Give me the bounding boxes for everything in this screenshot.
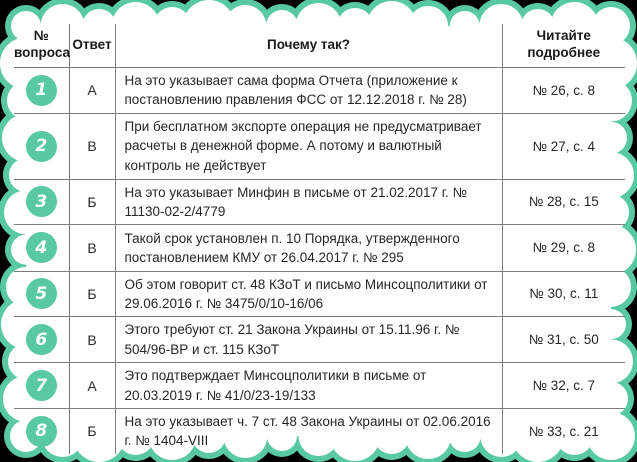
question-number-badge: 3 <box>26 186 57 217</box>
reason-cell: На это указывает Минфин в письме от 21.02.2017 г. № 11130-02-2/4779 <box>115 179 502 224</box>
question-number-cell <box>14 317 69 363</box>
reference-cell: № 28, с. 15 <box>502 179 625 224</box>
reason-cell: На это указывает ч. 7 ст. 48 Закона Украины от 02.06.2016 г. № 1404-VIII <box>115 409 502 454</box>
col-header-reason: Почему так? <box>115 24 502 67</box>
col-header-answer: Ответ <box>69 24 115 67</box>
question-number-cell <box>14 224 69 271</box>
question-number-cell <box>14 363 69 409</box>
answer-cell: А <box>69 67 115 113</box>
question-number-badge: 8 <box>26 416 57 447</box>
table-row <box>14 271 625 316</box>
question-number-cell <box>14 179 69 224</box>
answer-cell: Б <box>69 409 115 454</box>
table-header <box>14 24 625 67</box>
col-header-read-more: Читайте подробнее <box>502 24 625 67</box>
reason-cell: При бесплатном экспорте операция не предусматривает расчеты в денежной форме. А потому и валютный контроль не действует <box>115 113 502 179</box>
table-row <box>14 224 625 271</box>
reference-cell: № 27, с. 4 <box>502 113 625 179</box>
reference-cell: № 30, с. 11 <box>502 271 625 316</box>
col-header-question-number: № вопроса <box>14 24 69 67</box>
reference-cell: № 32, с. 7 <box>502 363 625 409</box>
question-number-cell <box>14 271 69 316</box>
reason-cell: Это подтверждает Минсоцполитики в письме от 20.03.2019 г. № 41/0/23-19/133 <box>115 363 502 409</box>
reference-cell: № 33, с. 21 <box>528 423 599 439</box>
answer-cell: В <box>69 113 115 179</box>
question-number-cell <box>14 113 69 179</box>
answer-cell: А <box>69 363 115 409</box>
reference-cell: № 26, с. 8 <box>502 67 625 113</box>
table-row <box>14 113 625 179</box>
question-number-badge: 5 <box>26 278 57 309</box>
reason-cell: Этого требуют ст. 21 Закона Украины от 15.11.96 г. № 504/96-ВР и ст. 115 КЗоТ <box>115 317 502 363</box>
question-number-badge: 2 <box>26 131 57 162</box>
question-number-cell <box>14 67 69 113</box>
answers-table <box>14 24 625 454</box>
table-row <box>14 317 625 363</box>
reference-cell: № 29, с. 8 <box>502 224 625 271</box>
answer-cell: Б <box>69 271 115 316</box>
reason-cell: На это указывает сама форма Отчета (приложение к постановлению правления ФСС от 12.12.2018 г. № 28) <box>115 67 502 113</box>
question-number-badge: 7 <box>26 370 57 401</box>
table-row <box>14 409 625 454</box>
reference-cell: № 31, с. 50 <box>502 317 625 363</box>
table-row <box>14 363 625 409</box>
table-row <box>14 67 625 113</box>
table-row <box>14 179 625 224</box>
answer-cell: В <box>69 224 115 271</box>
question-number-cell <box>14 409 69 454</box>
question-number-badge: 6 <box>26 324 57 355</box>
question-number-badge: 1 <box>26 75 57 106</box>
reason-cell: Такой срок установлен п. 10 Порядка, утвержденного постановлением КМУ от 26.04.2017 г. № 295 <box>115 224 502 271</box>
answer-cell: В <box>69 317 115 363</box>
answer-cell: Б <box>69 179 115 224</box>
reason-cell: Об этом говорит ст. 48 КЗоТ и письмо Минсоцполитики от 29.06.2016 г. № 3475/0/10-16/06 <box>115 271 502 316</box>
question-number-badge: 4 <box>26 232 57 263</box>
